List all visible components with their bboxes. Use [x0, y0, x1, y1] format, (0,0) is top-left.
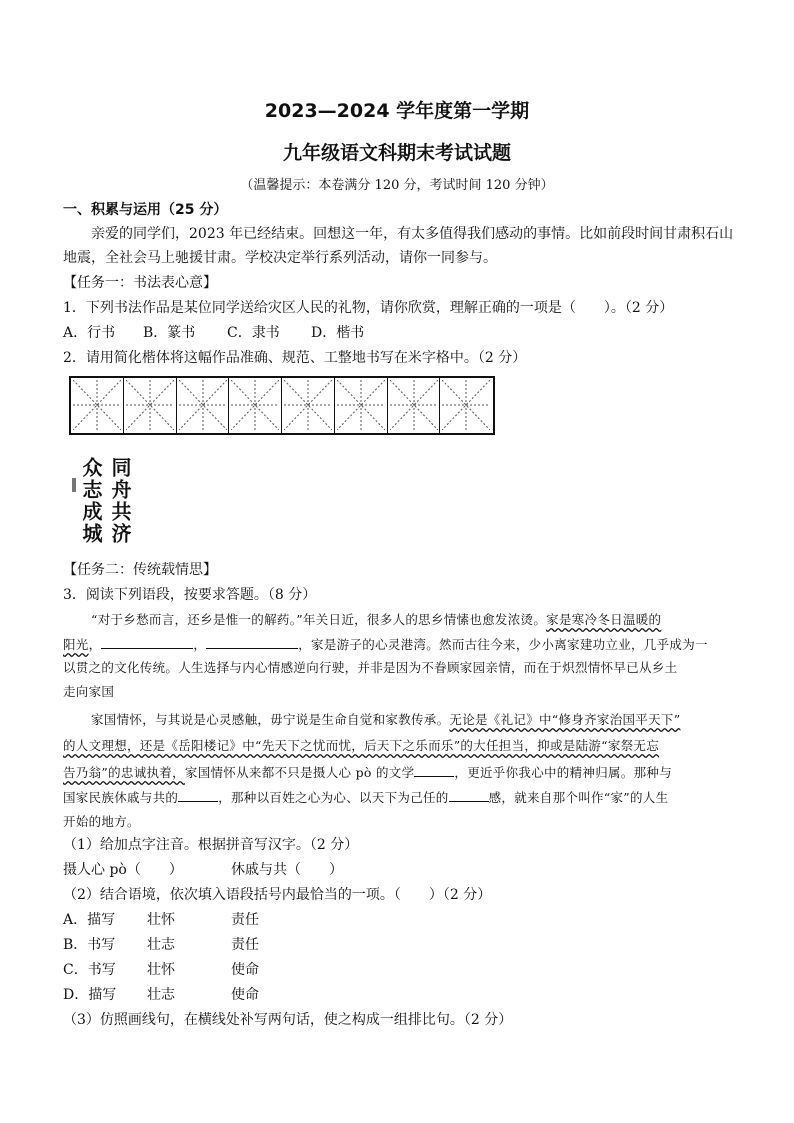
section-heading: 一、积累与运用（25 分）	[63, 202, 228, 218]
exam-hint: （温馨提示：本卷满分 120 分，考试时间 120 分钟）	[240, 178, 554, 193]
mi-grid-cell[interactable]	[71, 378, 124, 433]
mi-grid-cell[interactable]	[388, 378, 441, 433]
blank-1[interactable]	[414, 762, 454, 777]
question-1-options	[63, 323, 364, 343]
question-2: 2．请用简化楷体将这幅作品准确、规范、工整地书写在米字格中。（2 分）	[63, 350, 527, 366]
zhuyin-item[interactable]: 休戚与共（ ）	[231, 862, 343, 878]
option-b[interactable]: B．篆书	[143, 325, 196, 341]
blank-3[interactable]	[449, 787, 489, 802]
blank-2[interactable]	[178, 787, 218, 802]
sub-question-2: （2）结合语境，依次填入语段括号内最恰当的一项。（ ）（2 分）	[63, 887, 492, 903]
mi-grid-cell[interactable]	[335, 378, 388, 433]
exam-year-title: 2023—2024 学年度第一学期	[264, 100, 530, 122]
calligraphy-column-left: 众志成城	[79, 457, 103, 545]
mi-grid-cell[interactable]	[124, 378, 177, 433]
passage-p2-line-1: 家国情怀，与其说是心灵感触，毋宁说是生命自觉和家教传承。无论是《礼记》中“修身齐家治国平天下”	[91, 712, 681, 727]
seal-stamp	[72, 478, 76, 492]
sub-question-1: （1）给加点字注音。根据拼音写汉字。（2 分）	[63, 837, 359, 853]
sub-question-3: （3）仿照画线句，在横线处补写两句话，使之构成一组排比句。（2 分）	[63, 1012, 513, 1028]
mi-character-grid[interactable]	[69, 376, 495, 435]
question-1: 1．下列书法作品是某位同学送给灾区人民的礼物，请你欣赏，理解正确的一项是（ ）。（2 分）	[63, 300, 674, 316]
passage-p1-line-3: 以贯之的文化传统。人生选择与内心情感逆向行驶，并非是因为不眷顾家园亲情，而在于炽烈情怀早已从乡土	[63, 660, 678, 675]
exam-subject-title: 九年级语文科期末考试试题	[282, 142, 511, 164]
sub2-option-d[interactable]: D．描写 壮志 使命	[63, 987, 259, 1003]
mi-grid-cell[interactable]	[440, 378, 493, 433]
task1-heading: 【任务一：书法表心意】	[63, 275, 217, 291]
passage-p2-line-3: 告乃翁”的忠诚执着，家国情怀从来都不只是摄人心 pò 的文学 ，更近乎你我心中的精神归属。那种与	[63, 762, 672, 783]
mi-grid-cell[interactable]	[282, 378, 335, 433]
intro-line-2: 地震，全社会马上驰援甘肃。学校决定举行系列活动，请你一同参与。	[63, 250, 497, 266]
sub2-option-a[interactable]: A．描写 壮怀 责任	[63, 912, 259, 928]
option-d[interactable]: D．楷书	[311, 325, 365, 341]
passage-p1-line-4: 走向家国	[63, 684, 115, 699]
answer-blank[interactable]	[101, 634, 193, 649]
intro-line-1: 亲爱的同学们，2023 年已经结束。回想这一年，有太多值得我们感动的事情。比如前段时间甘肃积石山	[91, 226, 734, 242]
sub2-option-b[interactable]: B．书写 壮志 责任	[63, 937, 259, 953]
calligraphy-column-right: 同舟共济	[108, 457, 132, 545]
answer-blank[interactable]	[206, 634, 298, 649]
passage-p1-line-1: “对于乡愁而言，还乡是惟一的解药。”年关日近，很多人的思乡情愫也愈发浓烫。家是寒冷冬日温暖的	[91, 612, 662, 627]
option-c[interactable]: C．隶书	[227, 325, 280, 341]
pinyin-item[interactable]: 摄人心 pò（ ）	[63, 862, 183, 878]
task2-heading: 【任务二：传统载情思】	[63, 562, 217, 578]
mi-grid-cell[interactable]	[177, 378, 230, 433]
option-a[interactable]: A．行书	[63, 325, 116, 341]
passage-p2-line-2: 的人文理想，还是《岳阳楼记》中“先天下之忧而忧，后天下之乐而乐”的大任担当，抑或是陆游“家祭无忘	[63, 738, 660, 753]
sub2-option-c[interactable]: C．书写 壮怀 使命	[63, 962, 259, 978]
passage-p2-line-4: 国家民族休戚与共的 ，那种以百姓之心为心、以天下为己任的 感，就来自那个叫作“家”的人生	[63, 787, 668, 808]
question-3: 3．阅读下列语段，按要求答题。（8 分）	[63, 587, 317, 603]
sub-question-1-items	[63, 860, 343, 880]
mi-grid-cell[interactable]	[229, 378, 282, 433]
calligraphy-artwork	[78, 457, 132, 545]
passage-p1-line-2: 阳光， ， ，家是游子的心灵港湾。然而古往今来，少小离家建功立业，几乎成为一	[63, 634, 708, 655]
passage-p2-line-5: 开始的地方。	[63, 814, 140, 829]
